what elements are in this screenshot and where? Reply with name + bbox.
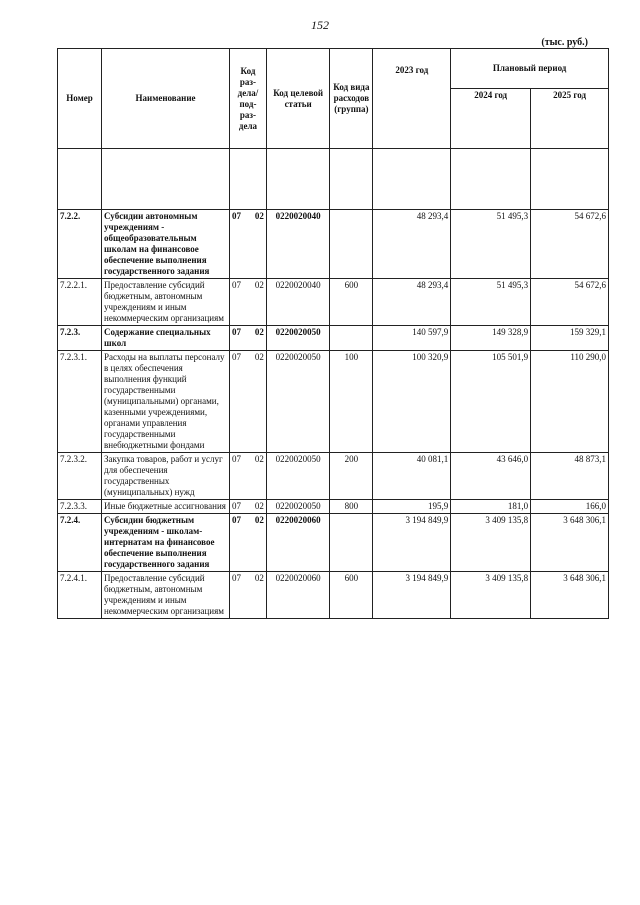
row-number: 7.2.2.1. (58, 279, 102, 326)
row-target-code: 0220020060 (266, 514, 329, 572)
row-razdel (230, 210, 267, 279)
row-razdel-code: 07 (232, 280, 242, 290)
row-razdel (230, 279, 267, 326)
row-razdel (230, 326, 267, 351)
table-row (58, 453, 609, 500)
row-2023: 40 081,1 (373, 453, 451, 500)
table-row (58, 500, 609, 514)
row-2024: 105 501,9 (451, 351, 531, 453)
row-podrazdel-code: 02 (254, 280, 264, 290)
row-2025: 166,0 (531, 500, 609, 514)
row-target-code: 0220020050 (266, 453, 329, 500)
row-name: Субсидии автономным учреждениям - общеобразовательным школам на финансовое обеспечение выполнения государственного задания (102, 210, 230, 279)
page-number: 152 (311, 18, 329, 32)
table-row (58, 210, 609, 279)
row-razdel-code: 07 (232, 352, 242, 362)
row-2023: 140 597,9 (373, 326, 451, 351)
row-razdel-code: 07 (232, 501, 242, 511)
row-2023: 3 194 849,9 (373, 514, 451, 572)
row-target-code: 0220020050 (266, 351, 329, 453)
row-2025: 48 873,1 (531, 453, 609, 500)
row-target-code: 0220020050 (266, 326, 329, 351)
row-2025: 110 290,0 (531, 351, 609, 453)
header-plan: Плановый период (451, 49, 609, 89)
row-number: 7.2.4.1. (58, 572, 102, 619)
row-2025: 54 672,6 (531, 210, 609, 279)
row-number: 7.2.3.2. (58, 453, 102, 500)
row-vid-code (330, 210, 373, 279)
row-2023: 100 320,9 (373, 351, 451, 453)
row-2023: 48 293,4 (373, 279, 451, 326)
row-razdel (230, 453, 267, 500)
row-2025: 3 648 306,1 (531, 572, 609, 619)
row-name: Предоставление субсидий бюджетным, автономным учреждениям и иным некоммерческим организациям (102, 572, 230, 619)
row-2024: 181,0 (451, 500, 531, 514)
row-podrazdel-code: 02 (254, 352, 264, 362)
row-2024: 51 495,3 (451, 279, 531, 326)
table-row (58, 572, 609, 619)
header-number: Номер (58, 49, 102, 149)
row-razdel-code: 07 (232, 454, 242, 464)
header-2023: 2023 год (373, 49, 451, 149)
budget-table (57, 48, 609, 619)
header-2024: 2024 год (451, 89, 531, 149)
units-label: (тыс. руб.) (541, 37, 588, 48)
row-number: 7.2.2. (58, 210, 102, 279)
row-number: 7.2.3.3. (58, 500, 102, 514)
row-number: 7.2.3. (58, 326, 102, 351)
row-target-code: 0220020040 (266, 279, 329, 326)
table-row (58, 514, 609, 572)
header-gap-row (58, 149, 609, 210)
row-2025: 3 648 306,1 (531, 514, 609, 572)
row-2023: 195,9 (373, 500, 451, 514)
row-podrazdel-code: 02 (254, 454, 264, 464)
row-2024: 43 646,0 (451, 453, 531, 500)
row-target-code: 0220020040 (266, 210, 329, 279)
header-razdel: Код раз-дела/ под-раз-дела (230, 49, 267, 149)
row-2024: 149 328,9 (451, 326, 531, 351)
row-2025: 159 329,1 (531, 326, 609, 351)
row-razdel (230, 514, 267, 572)
row-podrazdel-code: 02 (254, 573, 264, 583)
row-2023: 3 194 849,9 (373, 572, 451, 619)
row-podrazdel-code: 02 (254, 515, 264, 525)
row-target-code: 0220020060 (266, 572, 329, 619)
row-name: Содержание специальных школ (102, 326, 230, 351)
row-vid-code: 200 (330, 453, 373, 500)
header-name: Наименование (102, 49, 230, 149)
table-row (58, 351, 609, 453)
row-podrazdel-code: 02 (254, 211, 264, 221)
row-podrazdel-code: 02 (254, 501, 264, 511)
row-vid-code (330, 326, 373, 351)
row-razdel-code: 07 (232, 573, 242, 583)
row-2025: 54 672,6 (531, 279, 609, 326)
row-vid-code: 600 (330, 572, 373, 619)
row-number: 7.2.4. (58, 514, 102, 572)
row-2023: 48 293,4 (373, 210, 451, 279)
row-name: Расходы на выплаты персоналу в целях обеспечения выполнения функций государственными (муниципальными) органами, казенными учреждениями, органами управления государственными внебюджетными фондами (102, 351, 230, 453)
row-name: Предоставление субсидий бюджетным, автономным учреждениям и иным некоммерческим организациям (102, 279, 230, 326)
row-name: Иные бюджетные ассигнования (102, 500, 230, 514)
row-vid-code (330, 514, 373, 572)
row-razdel (230, 351, 267, 453)
row-razdel (230, 572, 267, 619)
row-razdel-code: 07 (232, 211, 242, 221)
header-vid: Код вида расходов (группа) (330, 49, 373, 149)
row-vid-code: 600 (330, 279, 373, 326)
header-target: Код целевой статьи (266, 49, 329, 149)
row-vid-code: 100 (330, 351, 373, 453)
row-name: Закупка товаров, работ и услуг для обеспечения государственных (муниципальных) нужд (102, 453, 230, 500)
table-body (58, 149, 609, 619)
row-number: 7.2.3.1. (58, 351, 102, 453)
table-row (58, 279, 609, 326)
row-vid-code: 800 (330, 500, 373, 514)
row-2024: 51 495,3 (451, 210, 531, 279)
row-razdel-code: 07 (232, 515, 242, 525)
row-target-code: 0220020050 (266, 500, 329, 514)
row-razdel (230, 500, 267, 514)
row-name: Субсидии бюджетным учреждениям - школам-интернатам на финансовое обеспечение выполнения государственного задания (102, 514, 230, 572)
row-2024: 3 409 135,8 (451, 572, 531, 619)
row-podrazdel-code: 02 (254, 327, 264, 337)
row-2024: 3 409 135,8 (451, 514, 531, 572)
table-row (58, 326, 609, 351)
row-razdel-code: 07 (232, 327, 242, 337)
header-2025: 2025 год (531, 89, 609, 149)
